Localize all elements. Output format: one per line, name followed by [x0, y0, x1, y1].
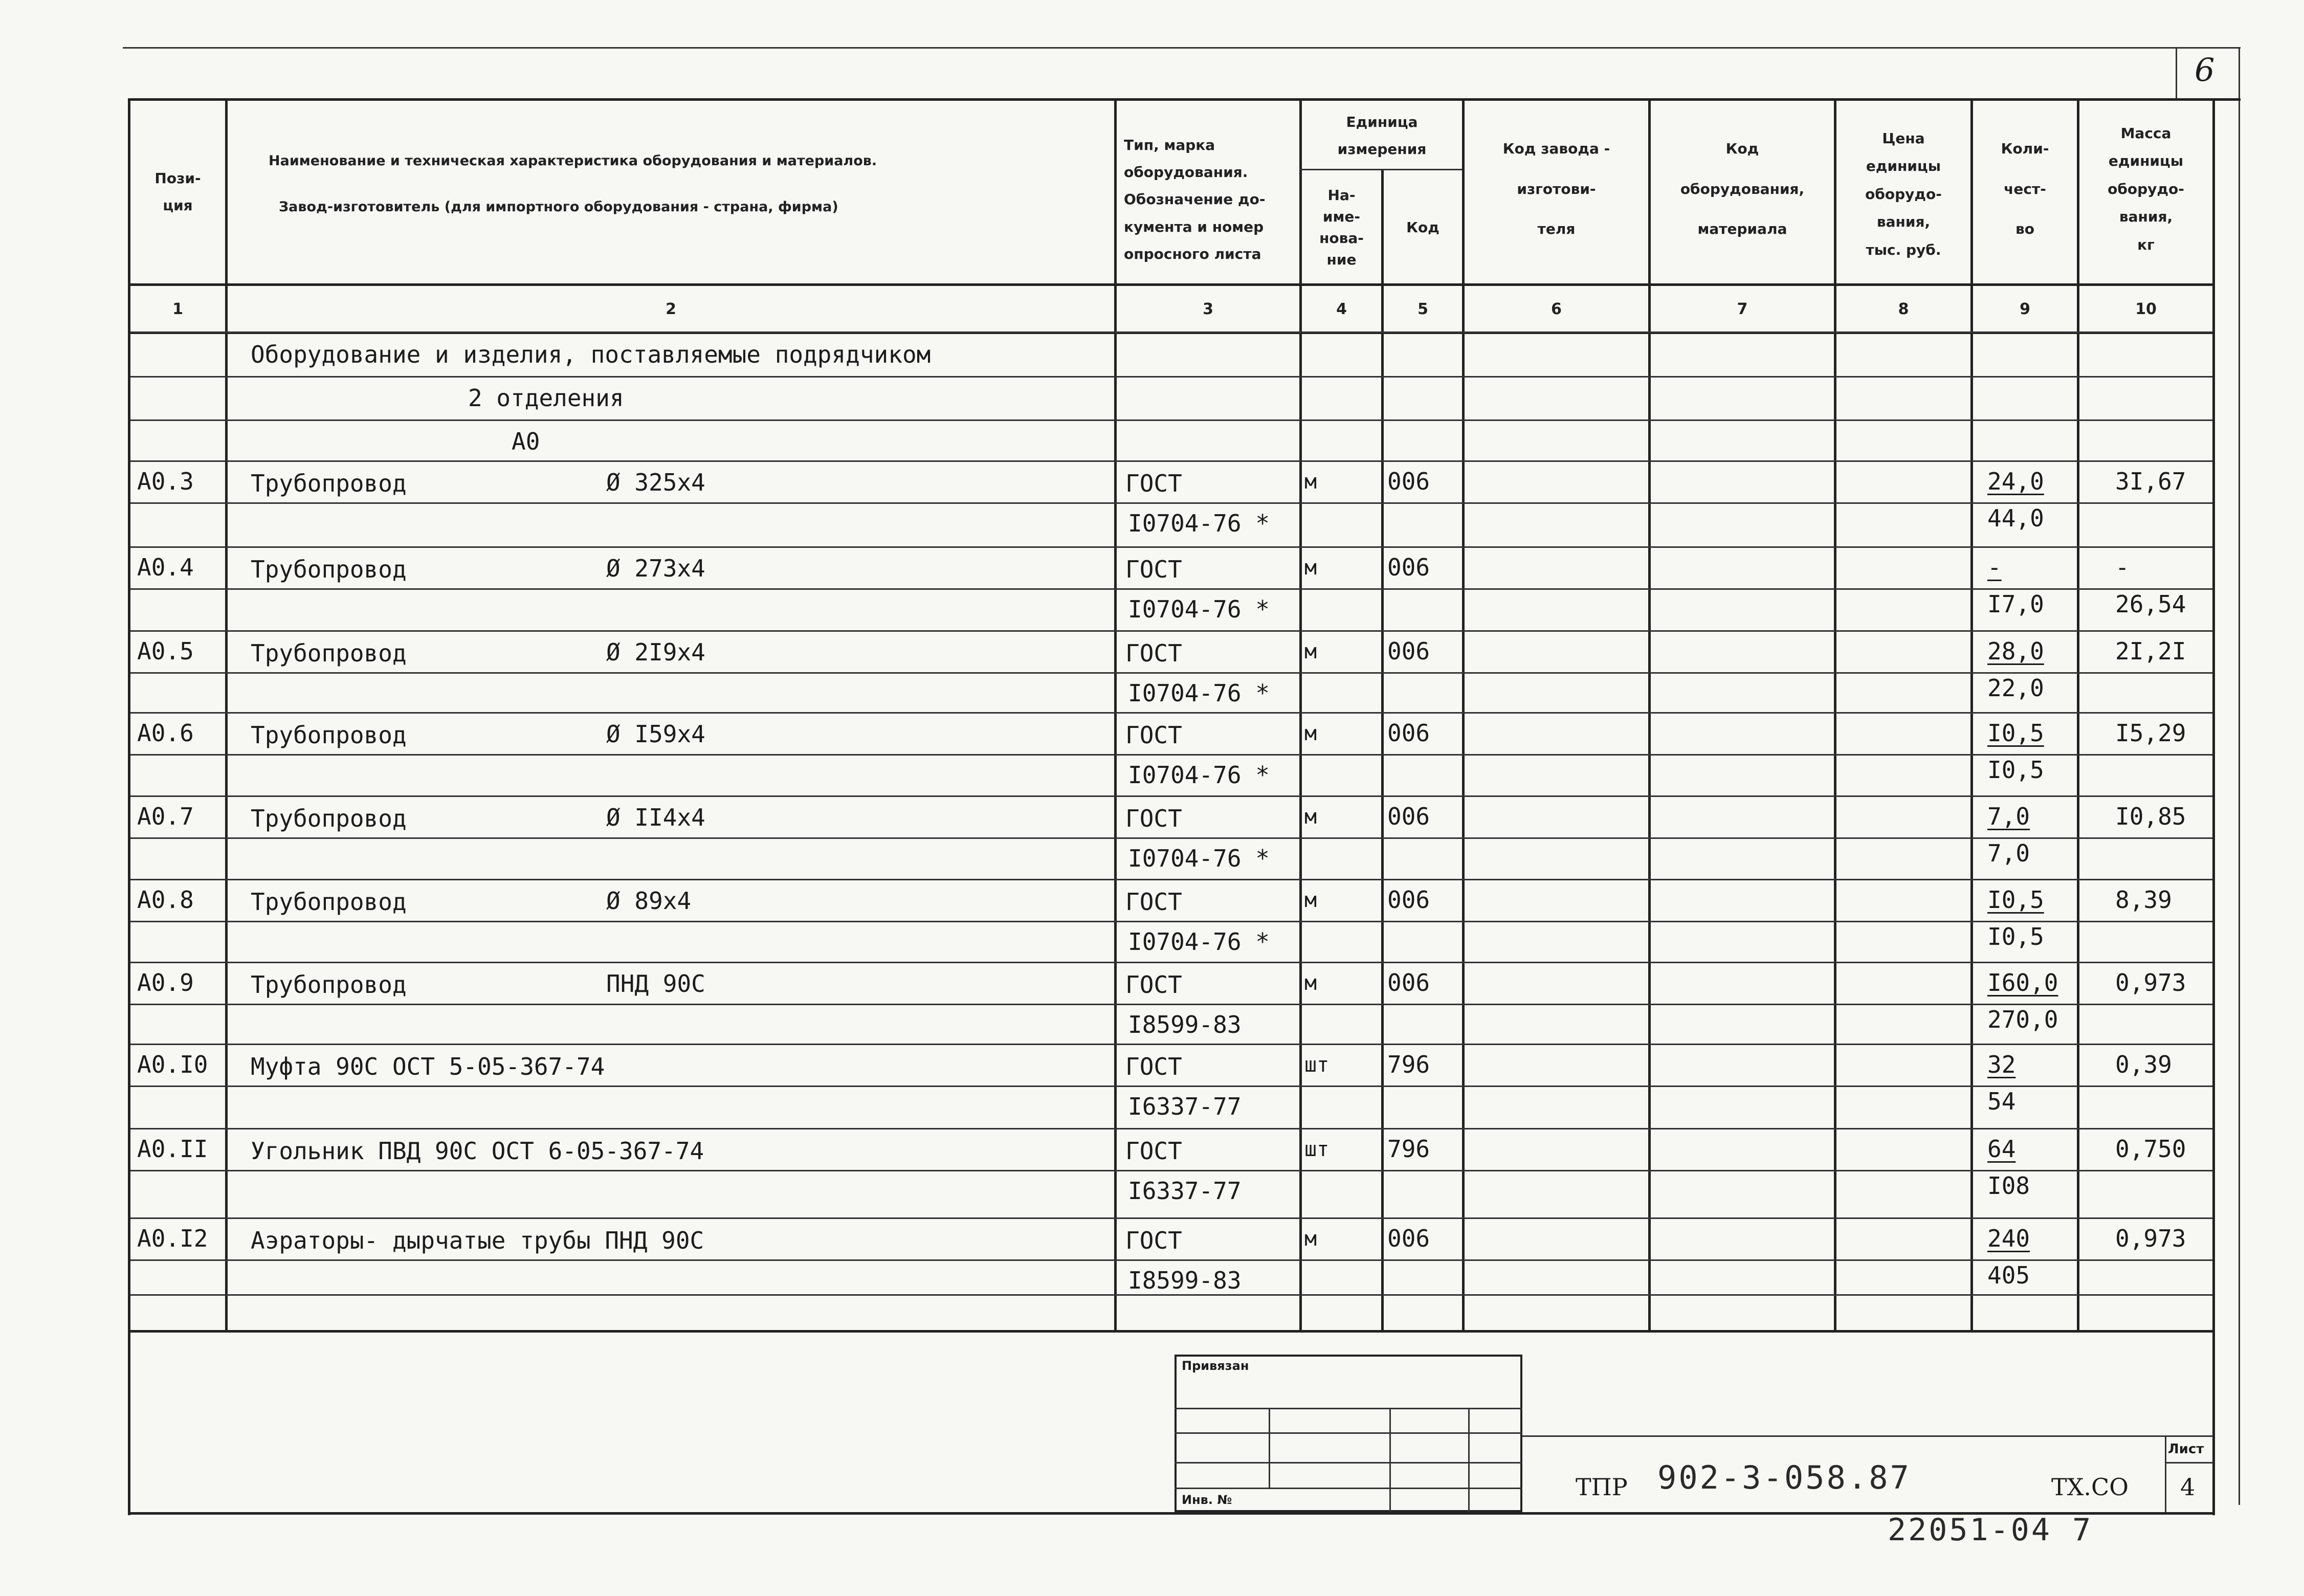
item-unit: м	[1304, 1227, 1317, 1251]
item-size: Ø I59х4	[606, 720, 705, 748]
item-unit: м	[1304, 889, 1317, 912]
item-unit-code: 796	[1387, 1051, 1430, 1078]
item-position: А0.9	[137, 969, 194, 996]
header-col-factory-code: Код завода - изготови- теля	[1502, 140, 1610, 238]
stamp-line-4	[1175, 1488, 1522, 1489]
item-unit-mass: I5,29	[2115, 719, 2186, 747]
doc-prefix: ТПР	[1576, 1473, 1628, 1501]
item-size: Ø 325х4	[606, 469, 705, 496]
colnum-3: 3	[1203, 300, 1213, 318]
stamp-vline-1	[1269, 1408, 1270, 1488]
item-unit: м	[1304, 640, 1317, 663]
stamp-vline-2	[1389, 1408, 1391, 1512]
col-sep-10	[2212, 98, 2215, 1515]
item-type-standard: ГОСТ	[1125, 470, 1182, 497]
item-unit-mass: 3I,67	[2115, 468, 2186, 495]
row-divider	[130, 1170, 2212, 1171]
item-name: Угольник ПВД 90С ОСТ 6-05-367-74	[251, 1137, 704, 1165]
colnum-6: 6	[1551, 300, 1562, 318]
item-name: Трубопровод	[251, 888, 407, 916]
item-name: Трубопровод	[251, 805, 407, 832]
item-position: А0.7	[137, 803, 194, 830]
item-size: Ø 273х4	[606, 555, 705, 582]
col-sep-2	[1114, 98, 1117, 1331]
row-divider	[130, 921, 2212, 922]
row-divider	[130, 1294, 2212, 1296]
row-divider	[130, 837, 2212, 839]
row-divider	[130, 795, 2212, 797]
item-name: Аэраторы- дырчатые трубы ПНД 90С	[251, 1227, 704, 1254]
unit-header-split	[1299, 169, 1462, 170]
item-type-standard: ГОСТ	[1125, 888, 1182, 916]
item-unit-code: 006	[1387, 553, 1430, 581]
item-size: ПНД 90С	[606, 970, 705, 997]
page-number-box-left	[2176, 47, 2177, 99]
sheet-value: 4	[2180, 1473, 2196, 1501]
section-subtitle: 2 отделения	[468, 384, 624, 412]
row-divider	[130, 1004, 2212, 1005]
item-type-number: I0704-76 *	[1128, 595, 1270, 623]
col-sep-8	[1970, 98, 1973, 1331]
item-size: Ø 89х4	[606, 887, 692, 915]
item-quantity-secondary: 7,0	[1987, 839, 2030, 867]
colnum-7: 7	[1737, 300, 1748, 318]
sheet-box-split	[2165, 1462, 2213, 1464]
row-divider	[130, 588, 2212, 590]
row-divider	[130, 879, 2212, 880]
item-unit-code: 006	[1387, 1225, 1430, 1252]
item-quantity-secondary: I0,5	[1987, 923, 2044, 950]
item-position: А0.6	[137, 719, 194, 747]
item-type-number: I6337-77	[1128, 1177, 1242, 1205]
header-col-unit: Единица измерения	[1337, 113, 1427, 158]
doc-suffix: ТХ.СО	[2051, 1473, 2129, 1501]
item-unit-mass: 0,973	[2115, 969, 2186, 996]
item-unit: м	[1304, 556, 1317, 580]
item-quantity-secondary: 22,0	[1987, 674, 2044, 702]
item-quantity-secondary: 405	[1987, 1261, 2030, 1289]
item-unit-code: 006	[1387, 468, 1430, 495]
row-divider	[130, 419, 2212, 421]
item-quantity-primary: 7,0	[1987, 803, 2030, 830]
page-number: 6	[2195, 51, 2215, 88]
colnum-1: 1	[172, 300, 183, 318]
header-col-type: Тип, марка оборудования. Обозначение до- кумента и номер опросного листа	[1124, 137, 1266, 262]
col-sep-5	[1462, 98, 1465, 1331]
header-col-quantity: Коли- чест- во	[2001, 140, 2049, 238]
item-unit: м	[1304, 971, 1317, 995]
item-name: Трубопровод	[251, 556, 407, 583]
item-unit-code: 006	[1387, 969, 1430, 996]
item-quantity-primary: I60,0	[1987, 969, 2058, 996]
doc-block-top	[1522, 1435, 2213, 1437]
item-quantity-primary: 24,0	[1987, 468, 2044, 495]
item-unit: шт	[1304, 1138, 1330, 1161]
item-unit: м	[1304, 722, 1317, 745]
item-unit-mass: 0,39	[2115, 1051, 2172, 1078]
col-sep-6	[1648, 98, 1651, 1331]
table-top-line	[128, 98, 2241, 101]
item-quantity-primary: 32	[1987, 1051, 2016, 1078]
item-quantity-primary: I0,5	[1987, 886, 2044, 914]
item-name: Трубопровод	[251, 470, 407, 497]
item-type-standard: ГОСТ	[1125, 1227, 1182, 1254]
item-position: А0.I0	[137, 1051, 208, 1078]
item-quantity-secondary: 54	[1987, 1088, 2016, 1115]
row-divider	[130, 1128, 2212, 1129]
inventory-label: Инв. №	[1182, 1493, 1232, 1507]
row-divider	[130, 376, 2212, 378]
item-position: А0.3	[137, 468, 194, 495]
top-border-line	[123, 47, 2241, 49]
header-col-price: Цена единицы оборудо- вания, тыс. руб.	[1865, 129, 1942, 258]
item-type-number: I0704-76 *	[1128, 845, 1270, 872]
item-quantity-secondary: I08	[1987, 1172, 2030, 1200]
header-col-equipment-code: Код оборудования, материала	[1680, 140, 1805, 238]
item-quantity-primary: 240	[1987, 1225, 2030, 1252]
item-size: Ø 2I9х4	[606, 638, 705, 666]
header-col-unit-code: Код	[1406, 219, 1439, 236]
item-quantity-secondary: 44,0	[1987, 504, 2044, 532]
item-unit-mass: 0,750	[2115, 1135, 2186, 1163]
item-unit-mass: I0,85	[2115, 803, 2186, 830]
item-unit-mass-secondary: 26,54	[2115, 590, 2186, 618]
item-position: А0.5	[137, 637, 194, 665]
item-unit-code: 006	[1387, 719, 1430, 747]
item-name: Муфта 90С ОСТ 5-05-367-74	[251, 1053, 605, 1080]
header-bottom-line	[128, 283, 2215, 286]
item-unit: м	[1304, 805, 1317, 829]
section-group: А0	[512, 428, 540, 455]
colnum-5: 5	[1417, 300, 1428, 318]
item-quantity-primary: -	[1987, 553, 2002, 581]
col-sep-3	[1299, 98, 1302, 1331]
item-type-number: I0704-76 *	[1128, 679, 1270, 707]
stamp-line-1	[1175, 1408, 1522, 1409]
item-type-number: I0704-76 *	[1128, 509, 1270, 537]
colnum-4: 4	[1336, 300, 1347, 318]
row-divider	[130, 460, 2212, 462]
item-unit-mass: -	[2115, 553, 2130, 581]
item-unit-code: 796	[1387, 1135, 1430, 1163]
footer-code: 22051-04 7	[1888, 1512, 2093, 1548]
item-quantity-secondary: I7,0	[1987, 590, 2044, 618]
page-number-box-right	[2239, 47, 2240, 1505]
section-title: Оборудование и изделия, поставляемые подрядчиком	[251, 341, 931, 368]
row-divider	[130, 546, 2212, 548]
item-quantity-primary: 28,0	[1987, 637, 2044, 665]
stamp-line-2	[1175, 1432, 1522, 1434]
row-divider	[130, 962, 2212, 963]
row-divider	[130, 1217, 2212, 1219]
header-col-position: Пози- ция	[154, 169, 201, 214]
row-divider	[130, 1259, 2212, 1261]
item-unit: шт	[1304, 1053, 1330, 1077]
item-quantity-secondary: 270,0	[1987, 1006, 2058, 1033]
colnum-8: 8	[1898, 300, 1909, 318]
row-divider	[130, 630, 2212, 632]
header-col-unit-name: На- име- нова- ние	[1319, 187, 1364, 268]
item-quantity-primary: 64	[1987, 1135, 2016, 1163]
row-divider	[130, 672, 2212, 674]
colnum-10: 10	[2135, 300, 2157, 318]
bound-label: Привязан	[1182, 1359, 1249, 1373]
item-size: Ø II4х4	[606, 804, 705, 831]
header-col-name-line2: Завод-изготовитель (для импортного оборудования - страна, фирма)	[279, 199, 838, 215]
item-type-number: I8599-83	[1128, 1267, 1242, 1294]
item-quantity-primary: I0,5	[1987, 719, 2044, 747]
item-type-number: I0704-76 *	[1128, 761, 1270, 789]
item-unit-code: 006	[1387, 886, 1430, 914]
colnum-2: 2	[666, 300, 676, 318]
header-col-name-line1: Наименование и техническая характеристика оборудования и материалов.	[269, 153, 877, 169]
row-divider	[130, 1044, 2212, 1045]
item-type-standard: ГОСТ	[1125, 639, 1182, 667]
col-sep-7	[1834, 98, 1836, 1331]
stamp-line-3	[1175, 1462, 1522, 1464]
col-sep-9	[2077, 98, 2079, 1331]
item-unit: м	[1304, 470, 1317, 494]
table-bottom-line	[128, 1330, 2215, 1333]
colnum-9: 9	[2020, 300, 2030, 318]
row-divider	[130, 331, 2212, 333]
item-unit-code: 006	[1387, 637, 1430, 665]
item-type-standard: ГОСТ	[1125, 805, 1182, 832]
item-name: Трубопровод	[251, 971, 407, 999]
item-position: А0.8	[137, 886, 194, 914]
item-unit-mass: 0,973	[2115, 1225, 2186, 1252]
sheet-box-left	[2165, 1435, 2166, 1512]
item-type-number: I0704-76 *	[1128, 928, 1270, 956]
item-position: А0.4	[137, 553, 194, 581]
item-unit-mass: 8,39	[2115, 886, 2172, 914]
item-unit-mass: 2I,2I	[2115, 637, 2186, 665]
row-divider	[130, 502, 2212, 504]
item-type-standard: ГОСТ	[1125, 556, 1182, 583]
row-divider	[130, 712, 2212, 714]
item-type-standard: ГОСТ	[1125, 1053, 1182, 1080]
item-type-standard: ГОСТ	[1125, 971, 1182, 999]
col-sep-1	[225, 98, 228, 1331]
item-unit-code: 006	[1387, 803, 1430, 830]
item-type-standard: ГОСТ	[1125, 721, 1182, 749]
col-sep-4	[1381, 169, 1384, 1331]
header-col-mass: Масса единицы оборудо- вания, кг	[2108, 124, 2184, 253]
row-divider	[130, 1085, 2212, 1087]
item-position: А0.II	[137, 1135, 208, 1163]
item-name: Трубопровод	[251, 639, 407, 667]
stamp-vline-3	[1468, 1408, 1470, 1512]
sheet-label: Лист	[2168, 1442, 2204, 1457]
item-quantity-secondary: I0,5	[1987, 756, 2044, 784]
row-divider	[130, 754, 2212, 756]
item-position: А0.I2	[137, 1225, 208, 1252]
item-name: Трубопровод	[251, 721, 407, 749]
item-type-number: I8599-83	[1128, 1011, 1242, 1038]
doc-number: 902-3-058.87	[1657, 1459, 1911, 1496]
item-type-standard: ГОСТ	[1125, 1137, 1182, 1165]
item-type-number: I6337-77	[1128, 1093, 1242, 1120]
